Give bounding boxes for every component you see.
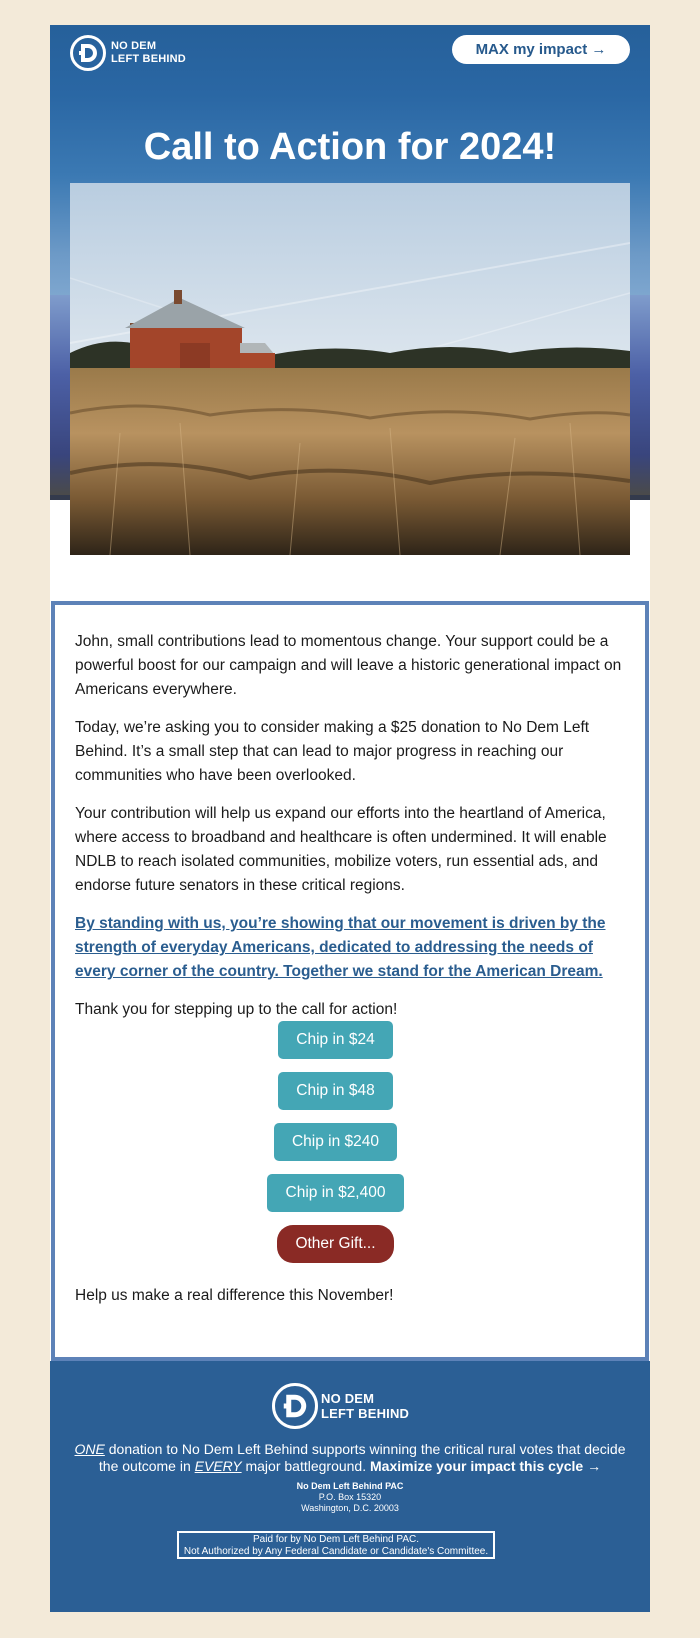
chip-in-24-button[interactable]: Chip in $24 — [278, 1021, 393, 1059]
disclaimer-line-1: Paid for by No Dem Left Behind PAC. — [252, 1534, 419, 1545]
banner-edge-right — [630, 295, 650, 495]
highlight-link[interactable]: By standing with us, you’re showing that our movement is driven by the strength of everyday Americans, dedicated to addressing the needs of every corner of the country. Together we stand for the American Dream. — [75, 915, 606, 980]
footer — [50, 1361, 650, 1612]
closing-text: Help us make a real difference this November! — [75, 1287, 394, 1304]
thank-you-text: Thank you for stepping up to the call for action! — [75, 1001, 398, 1018]
address-line-1: P.O. Box 15320 — [318, 1492, 382, 1502]
maximize-impact-link[interactable]: Maximize your impact this cycle → — [370, 1458, 602, 1474]
pitch-text-1: donation to No Dem Left Behind supports winning the critical rural votes that decide the outcome in — [98, 1441, 626, 1474]
address-line-2: Washington, D.C. 20003 — [301, 1503, 399, 1513]
pitch-one-emphasis: ONE — [74, 1441, 105, 1457]
mailing-address — [50, 1481, 650, 1514]
brand-name — [111, 40, 186, 66]
footer-brand-line1: NO DEM — [321, 1391, 375, 1406]
chip-in-2400-button[interactable]: Chip in $2,400 — [267, 1174, 404, 1212]
brand-logo[interactable] — [70, 35, 186, 71]
email-container — [50, 25, 650, 1612]
footer-brand-name — [321, 1391, 409, 1421]
chip-in-48-button[interactable]: Chip in $48 — [278, 1072, 393, 1110]
disclaimer-line-2: Not Authorized by Any Federal Candidate or Candidate's Committee. — [183, 1546, 489, 1557]
body-paragraph-1: John, small contributions lead to momentous change. Your support could be a powerful boost for our campaign and will leave a historic generational impact on Americans everywhere. — [75, 633, 622, 698]
chip-in-240-button[interactable]: Chip in $240 — [274, 1123, 397, 1161]
pitch-text-2: major battleground. — [241, 1458, 370, 1474]
barn-field-photo — [70, 183, 630, 555]
footer-brand-line2: LEFT BEHIND — [321, 1406, 410, 1421]
paid-for-disclaimer — [177, 1531, 495, 1559]
other-gift-button[interactable]: Other Gift... — [277, 1225, 394, 1263]
brand-name-line1: NO DEM — [111, 40, 157, 52]
ndlb-logo-icon — [272, 1383, 318, 1429]
brand-name-line2: LEFT BEHIND — [111, 53, 186, 65]
pitch-every-emphasis: EVERY — [194, 1458, 242, 1474]
ndlb-logo-icon — [70, 35, 106, 71]
pac-name: No Dem Left Behind PAC — [296, 1481, 404, 1491]
footer-pitch — [70, 1441, 630, 1475]
max-impact-button[interactable]: MAX my impact → — [452, 35, 630, 64]
footer-brand-logo[interactable] — [272, 1383, 409, 1429]
page-title: Call to Action for 2024! — [143, 126, 557, 168]
body-paragraph-3: Your contribution will help us expand our efforts into the heartland of America, where access to broadband and healthcare is often undermined. It will enable NDLB to reach isolated communities, mobilize voters, run essential ads, and endorse future senators in these critical regions. — [75, 805, 607, 894]
message-card — [51, 601, 649, 1361]
body-paragraph-2: Today, we’re asking you to consider making a $25 donation to No Dem Left Behind. It’s a small step that can lead to major progress in reaching our communities who have been overlooked. — [75, 719, 590, 784]
banner-edge-left — [50, 295, 70, 495]
message-body — [75, 630, 627, 1036]
